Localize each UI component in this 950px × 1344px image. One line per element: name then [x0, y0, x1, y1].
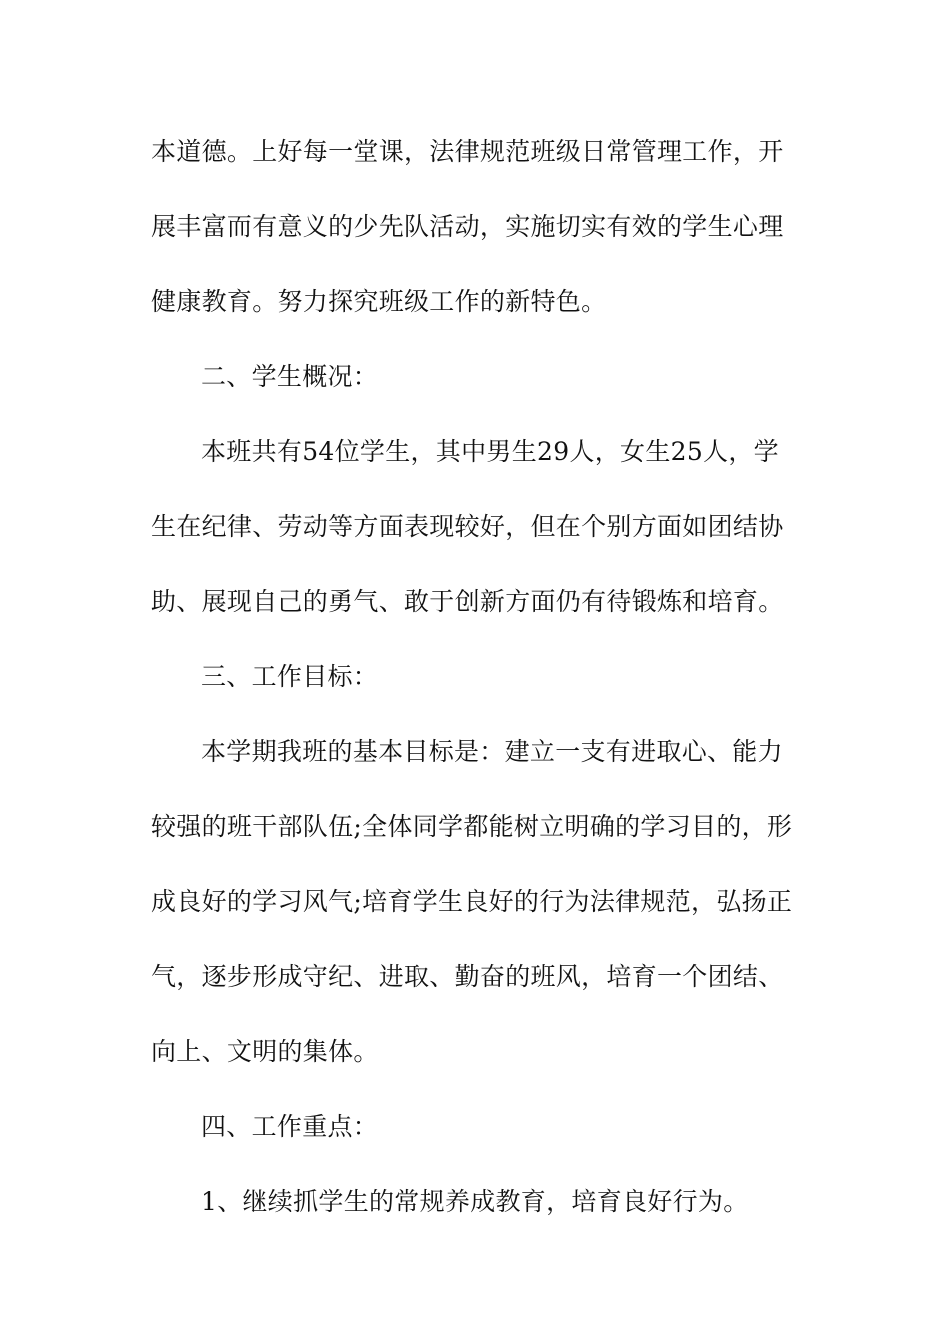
- list-item: 1、继续抓学生的常规养成教育，培育良好行为。: [201, 1187, 749, 1216]
- body-text-line: 成良好的学习风气;培育学生良好的行为法律规范，弘扬正: [151, 887, 793, 916]
- body-text-line: 本道德。上好每一堂课，法律规范班级日常管理工作，开: [151, 137, 784, 166]
- body-text-line: 助、展现自己的勇气、敢于创新方面仍有待锻炼和培育。: [151, 587, 784, 616]
- body-text-line: 气，逐步形成守纪、进取、勤奋的班风，培育一个团结、: [151, 962, 784, 991]
- body-text-line: 向上、文明的集体。: [151, 1037, 379, 1066]
- body-text-line: 生在纪律、劳动等方面表现较好，但在个别方面如团结协: [151, 512, 784, 541]
- body-text-line: 健康教育。努力探究班级工作的新特色。: [151, 287, 607, 316]
- body-text-line: 展丰富而有意义的少先队活动，实施切实有效的学生心理: [151, 212, 784, 241]
- body-text-line: 本学期我班的基本目标是：建立一支有进取心、能力: [201, 737, 783, 766]
- body-text-line: 较强的班干部队伍;全体同学都能树立明确的学习目的，形: [151, 812, 793, 841]
- section-heading: 二、学生概况：: [201, 362, 379, 391]
- body-text-line: 本班共有54位学生，其中男生29人，女生25人，学: [201, 437, 779, 466]
- section-heading: 三、工作目标：: [201, 662, 379, 691]
- section-heading: 四、工作重点：: [201, 1112, 379, 1141]
